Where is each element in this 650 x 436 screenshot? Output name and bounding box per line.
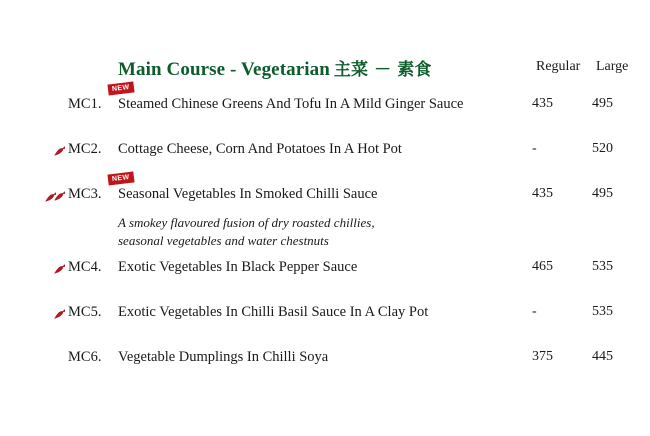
menu-item-name: Cottage Cheese, Corn And Potatoes In A Hot Pot	[118, 141, 402, 157]
menu-item-description	[118, 214, 538, 250]
menu-item-name: Exotic Vegetables In Chilli Basil Sauce In A Clay Pot	[118, 304, 429, 320]
column-header-regular: Regular	[536, 59, 581, 74]
new-badge: NEW	[107, 81, 134, 95]
menu-item-price-regular: -	[532, 141, 537, 156]
page-title-chinese: 主菜 － 素食	[333, 60, 432, 80]
column-header-large: Large	[596, 59, 629, 74]
menu-header	[118, 55, 628, 85]
menu-item-row	[0, 83, 650, 124]
menu-item-code: MC1.	[68, 96, 102, 112]
menu-item-name: Vegetable Dumplings In Chilli Soya	[118, 349, 329, 365]
menu-item-price-regular: -	[532, 304, 537, 319]
menu-item-code: MC4.	[68, 259, 102, 275]
menu-item-main	[0, 141, 650, 169]
description-line: A smokey flavoured fusion of dry roasted chillies,	[118, 215, 375, 230]
menu-item-main	[0, 349, 650, 377]
menu-item-row	[0, 141, 650, 169]
chilli-icon	[52, 307, 68, 323]
menu-item-price-large: 445	[592, 349, 613, 364]
menu-item-price-regular: 435	[532, 96, 553, 111]
menu-item-list	[0, 83, 650, 394]
menu-item-code: MC3.	[68, 186, 102, 202]
menu-item-price-large: 495	[592, 96, 613, 111]
menu-item-main	[0, 173, 650, 214]
new-badge: NEW	[107, 171, 134, 185]
menu-item-code: MC2.	[68, 141, 102, 157]
chilli-icon	[52, 144, 68, 160]
menu-item-name: Seasonal Vegetables In Smoked Chilli Sauce	[118, 186, 378, 202]
menu-item-code: MC6.	[68, 349, 102, 365]
menu-item-row	[0, 259, 650, 287]
menu-item-price-regular: 375	[532, 349, 553, 364]
page-title	[118, 55, 431, 81]
menu-item-row	[0, 304, 650, 332]
menu-item-price-large: 520	[592, 141, 613, 156]
chilli-icon	[43, 190, 59, 206]
menu-item-row	[0, 349, 650, 377]
menu-item-main	[0, 304, 650, 332]
menu-item-main	[0, 83, 650, 124]
menu-item-name: Steamed Chinese Greens And Tofu In A Mild Ginger Sauce	[118, 96, 464, 112]
menu-item-code: MC5.	[68, 304, 102, 320]
page-title-english: Main Course - Vegetarian	[118, 59, 330, 80]
menu-item-price-regular: 435	[532, 186, 553, 201]
chilli-icon	[52, 262, 68, 278]
menu-item-price-large: 535	[592, 259, 613, 274]
menu-item-price-large: 535	[592, 304, 613, 319]
menu-item-row	[0, 173, 650, 250]
menu-item-name: Exotic Vegetables In Black Pepper Sauce	[118, 259, 358, 275]
menu-item-price-large: 495	[592, 186, 613, 201]
menu-item-main	[0, 259, 650, 287]
description-line: seasonal vegetables and water chestnuts	[118, 233, 329, 248]
menu-item-price-regular: 465	[532, 259, 553, 274]
